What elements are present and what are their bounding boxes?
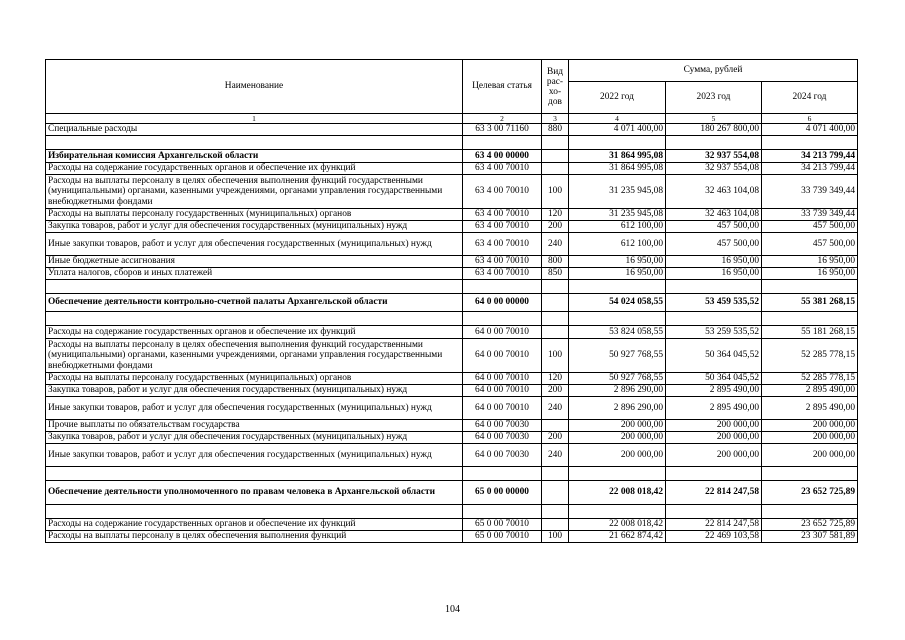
row-2023: 200 000,00	[666, 420, 762, 432]
table-row	[46, 420, 858, 432]
row-target: 63 4 00 70010	[463, 268, 542, 280]
index-cell: 5	[666, 114, 762, 124]
row-type	[542, 326, 569, 339]
row-name: Иные закупки товаров, работ и услуг для обеспечения государственных (муниципальных) нужд	[46, 397, 463, 420]
table-row	[46, 531, 858, 543]
row-type: 240	[542, 397, 569, 420]
row-2023: 16 950,00	[666, 268, 762, 280]
spacer-row	[46, 280, 858, 294]
row-type: 120	[542, 373, 569, 385]
row-type: 120	[542, 209, 569, 221]
row-type	[542, 481, 569, 505]
row-2023: 457 500,00	[666, 233, 762, 256]
row-name: Иные бюджетные ассигнования	[46, 256, 463, 268]
row-2022: 21 662 874,42	[569, 531, 666, 543]
row-target: 64 0 00 70030	[463, 444, 542, 467]
row-target: 63 4 00 70010	[463, 163, 542, 175]
row-name: Закупка товаров, работ и услуг для обеспечения государственных (муниципальных) нужд	[46, 221, 463, 233]
row-2023: 180 267 800,00	[666, 124, 762, 136]
row-2022: 22 008 018,42	[569, 519, 666, 531]
row-2022: 200 000,00	[569, 444, 666, 467]
row-target: 63 4 00 70010	[463, 221, 542, 233]
row-target: 65 0 00 00000	[463, 481, 542, 505]
row-target: 64 0 00 70030	[463, 432, 542, 444]
row-2024: 33 739 349,44	[762, 209, 858, 221]
row-2022: 54 024 058,55	[569, 294, 666, 312]
row-target: 63 4 00 70010	[463, 233, 542, 256]
page-number: 104	[445, 604, 460, 615]
row-2024: 23 652 725,89	[762, 481, 858, 505]
row-2024: 23 652 725,89	[762, 519, 858, 531]
row-type: 200	[542, 385, 569, 397]
spacer-row	[46, 136, 858, 150]
index-cell: 3	[542, 114, 569, 124]
row-2023: 50 364 045,52	[666, 373, 762, 385]
index-cell: 1	[46, 114, 463, 124]
row-target: 64 0 00 70010	[463, 397, 542, 420]
row-2023: 200 000,00	[666, 444, 762, 467]
row-2024: 33 739 349,44	[762, 175, 858, 209]
table-row	[46, 233, 858, 256]
row-target: 64 0 00 70010	[463, 373, 542, 385]
row-target: 63 4 00 00000	[463, 150, 542, 163]
table-row	[46, 432, 858, 444]
row-name: Расходы на содержание государственных органов и обеспечение их функций	[46, 519, 463, 531]
row-name: Расходы на выплаты персоналу в целях обеспечения выполнения функций государственными (муниципальными) органами, казенными учреждениями, органами управления государственными внебюджетными фондами	[46, 339, 463, 373]
row-name: Расходы на содержание государственных органов и обеспечение их функций	[46, 326, 463, 339]
row-2022: 31 864 995,08	[569, 163, 666, 175]
row-2022: 4 071 400,00	[569, 124, 666, 136]
row-2024: 2 895 490,00	[762, 385, 858, 397]
row-name: Расходы на выплаты персоналу в целях обеспечения выполнения функций	[46, 531, 463, 543]
row-2023: 32 937 554,08	[666, 150, 762, 163]
row-type: 800	[542, 256, 569, 268]
index-cell: 4	[569, 114, 666, 124]
row-2022: 16 950,00	[569, 256, 666, 268]
row-type	[542, 420, 569, 432]
row-2023: 2 895 490,00	[666, 397, 762, 420]
row-target: 64 0 00 70030	[463, 420, 542, 432]
header-name: Наименование	[46, 60, 463, 114]
row-name: Иные закупки товаров, работ и услуг для обеспечения государственных (муниципальных) нужд	[46, 233, 463, 256]
row-2022: 16 950,00	[569, 268, 666, 280]
spacer-row	[46, 312, 858, 326]
row-2022: 31 235 945,08	[569, 209, 666, 221]
table-row	[46, 209, 858, 221]
table-row	[46, 339, 858, 373]
index-cell: 6	[762, 114, 858, 124]
row-type: 200	[542, 221, 569, 233]
table-row	[46, 519, 858, 531]
row-name: Закупка товаров, работ и услуг для обеспечения государственных (муниципальных) нужд	[46, 385, 463, 397]
row-2022: 200 000,00	[569, 420, 666, 432]
row-name: Расходы на выплаты персоналу государственных (муниципальных) органов	[46, 209, 463, 221]
header-type: Вид рас-хо-дов	[542, 60, 569, 114]
row-2024: 52 285 778,15	[762, 339, 858, 373]
row-name: Прочие выплаты по обязательствам государства	[46, 420, 463, 432]
table-row	[46, 124, 858, 136]
row-type: 100	[542, 175, 569, 209]
header-row	[46, 60, 858, 82]
table-row	[46, 326, 858, 339]
header-sum: Сумма, рублей	[569, 60, 858, 82]
row-2023: 2 895 490,00	[666, 385, 762, 397]
row-name: Обеспечение деятельности уполномоченного по правам человека в Архангельской области	[46, 481, 463, 505]
budget-table	[45, 59, 858, 543]
row-2024: 55 181 268,15	[762, 326, 858, 339]
row-target: 64 0 00 00000	[463, 294, 542, 312]
row-2022: 2 896 290,00	[569, 397, 666, 420]
row-2023: 22 814 247,58	[666, 481, 762, 505]
section-row	[46, 294, 858, 312]
row-2024: 2 895 490,00	[762, 397, 858, 420]
row-2022: 612 100,00	[569, 233, 666, 256]
row-2023: 457 500,00	[666, 221, 762, 233]
table-row	[46, 175, 858, 209]
row-2022: 50 927 768,55	[569, 373, 666, 385]
row-2024: 457 500,00	[762, 221, 858, 233]
index-row	[46, 114, 858, 124]
row-2024: 23 307 581,89	[762, 531, 858, 543]
row-name: Расходы на выплаты персоналу в целях обеспечения выполнения функций государственными (муниципальными) органами, казенными учреждениями, органами управления государственными внебюджетными фондами	[46, 175, 463, 209]
row-2024: 16 950,00	[762, 256, 858, 268]
row-name: Избирательная комиссия Архангельской области	[46, 150, 463, 163]
table-row	[46, 268, 858, 280]
table-row	[46, 385, 858, 397]
row-2024: 16 950,00	[762, 268, 858, 280]
table-row	[46, 256, 858, 268]
row-2023: 50 364 045,52	[666, 339, 762, 373]
row-2023: 200 000,00	[666, 432, 762, 444]
row-2023: 16 950,00	[666, 256, 762, 268]
row-target: 63 4 00 70010	[463, 256, 542, 268]
row-2023: 22 469 103,58	[666, 531, 762, 543]
row-2024: 4 071 400,00	[762, 124, 858, 136]
table-row	[46, 221, 858, 233]
row-name: Расходы на содержание государственных органов и обеспечение их функций	[46, 163, 463, 175]
table-row	[46, 163, 858, 175]
row-type	[542, 163, 569, 175]
row-name: Уплата налогов, сборов и иных платежей	[46, 268, 463, 280]
row-2023: 53 459 535,52	[666, 294, 762, 312]
row-2024: 200 000,00	[762, 432, 858, 444]
index-cell: 2	[463, 114, 542, 124]
header-target: Целевая статья	[463, 60, 542, 114]
row-2024: 34 213 799,44	[762, 150, 858, 163]
row-target: 64 0 00 70010	[463, 385, 542, 397]
row-target: 64 0 00 70010	[463, 339, 542, 373]
row-type: 100	[542, 531, 569, 543]
section-row	[46, 150, 858, 163]
row-2022: 22 008 018,42	[569, 481, 666, 505]
row-2023: 32 463 104,08	[666, 209, 762, 221]
row-type: 850	[542, 268, 569, 280]
row-2022: 2 896 290,00	[569, 385, 666, 397]
header-2022: 2022 год	[569, 82, 666, 114]
row-target: 63 3 00 71160	[463, 124, 542, 136]
row-2023: 32 937 554,08	[666, 163, 762, 175]
row-target: 63 4 00 70010	[463, 175, 542, 209]
row-2024: 200 000,00	[762, 420, 858, 432]
row-type: 240	[542, 444, 569, 467]
header-2024: 2024 год	[762, 82, 858, 114]
section-row	[46, 481, 858, 505]
row-type: 100	[542, 339, 569, 373]
header-2023: 2023 год	[666, 82, 762, 114]
row-2022: 53 824 058,55	[569, 326, 666, 339]
row-type	[542, 150, 569, 163]
spacer-row	[46, 505, 858, 519]
row-2024: 200 000,00	[762, 444, 858, 467]
table-row	[46, 373, 858, 385]
row-name: Иные закупки товаров, работ и услуг для обеспечения государственных (муниципальных) нужд	[46, 444, 463, 467]
row-2022: 31 235 945,08	[569, 175, 666, 209]
row-2023: 32 463 104,08	[666, 175, 762, 209]
row-type	[542, 519, 569, 531]
row-2023: 22 814 247,58	[666, 519, 762, 531]
row-2022: 200 000,00	[569, 432, 666, 444]
table-row	[46, 397, 858, 420]
row-target: 65 0 00 70010	[463, 531, 542, 543]
row-2024: 52 285 778,15	[762, 373, 858, 385]
table-row	[46, 444, 858, 467]
row-type	[542, 294, 569, 312]
row-2024: 457 500,00	[762, 233, 858, 256]
row-target: 65 0 00 70010	[463, 519, 542, 531]
row-name: Обеспечение деятельности контрольно-счетной палаты Архангельской области	[46, 294, 463, 312]
row-name: Специальные расходы	[46, 124, 463, 136]
row-2022: 50 927 768,55	[569, 339, 666, 373]
row-2022: 31 864 995,08	[569, 150, 666, 163]
row-target: 63 4 00 70010	[463, 209, 542, 221]
row-2024: 34 213 799,44	[762, 163, 858, 175]
row-name: Расходы на выплаты персоналу государственных (муниципальных) органов	[46, 373, 463, 385]
row-target: 64 0 00 70010	[463, 326, 542, 339]
row-2022: 612 100,00	[569, 221, 666, 233]
row-type: 880	[542, 124, 569, 136]
row-name: Закупка товаров, работ и услуг для обеспечения государственных (муниципальных) нужд	[46, 432, 463, 444]
row-2023: 53 259 535,52	[666, 326, 762, 339]
spacer-row	[46, 467, 858, 481]
row-type: 240	[542, 233, 569, 256]
row-2024: 55 381 268,15	[762, 294, 858, 312]
row-type: 200	[542, 432, 569, 444]
